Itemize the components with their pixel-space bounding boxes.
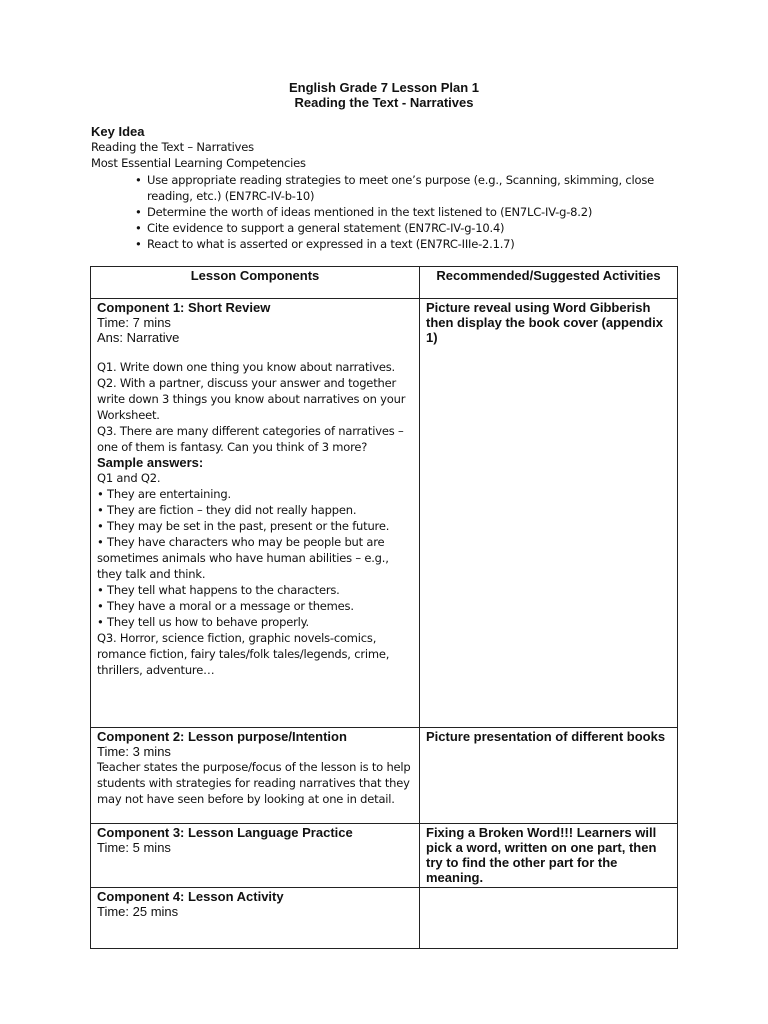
sample-answer-item: • They are entertaining.	[97, 487, 231, 501]
component-2-cell	[91, 728, 420, 824]
table-row	[91, 888, 678, 949]
sample-answers-heading: Sample answers:	[97, 455, 204, 470]
component-1-answer: Ans: Narrative	[97, 330, 180, 345]
component-3-activity: Fixing a Broken Word!!! Learners will pick a word, written on one part, then try to find the other part for the meaning.	[426, 825, 657, 885]
component-1-cell	[91, 299, 420, 728]
component-3-title: Component 3: Lesson Language Practice	[97, 825, 353, 840]
table-row	[91, 728, 678, 824]
key-idea-heading: Key Idea	[91, 124, 145, 139]
component-1-activity: Picture reveal using Word Gibberish then display the book cover (appendix 1)	[426, 300, 663, 345]
lesson-plan-table	[90, 266, 678, 949]
sample-answers-label: Q1 and Q2.	[97, 471, 161, 485]
competency-item: • React to what is asserted or expressed in a text (EN7RC-IIIe-2.1.7)	[147, 236, 687, 252]
component-2-description: Teacher states the purpose/focus of the lesson is to help students with strategies for reading narratives that they may not have seen before by looking at one in detail.	[97, 760, 411, 806]
question-1: Q1. Write down one thing you know about narratives.	[97, 360, 396, 374]
component-4-time: Time: 25 mins	[97, 904, 179, 919]
component-1-activity-cell	[420, 299, 678, 728]
component-2-activity-cell	[420, 728, 678, 824]
header-recommended-activities: Recommended/Suggested Activities	[420, 267, 678, 299]
competency-item: • Cite evidence to support a general statement (EN7RC-IV-g-10.4)	[147, 220, 687, 236]
component-3-time: Time: 5 mins	[97, 840, 171, 855]
sample-answer-item: • They may be set in the past, present or the future.	[97, 519, 390, 533]
component-1-time: Time: 7 mins	[97, 315, 171, 330]
competency-item: • Determine the worth of ideas mentioned in the text listened to (EN7LC-IV-g-8.2)	[147, 204, 687, 220]
sample-answer-item: • They have a moral or a message or themes.	[97, 599, 354, 613]
component-2-time: Time: 3 mins	[97, 744, 171, 759]
key-idea-text: Reading the Text – Narratives	[91, 140, 254, 154]
key-idea-section	[91, 139, 691, 171]
sample-answer-item: • They have characters who may be people but are sometimes animals who have human abilities – e.g., they talk and think.	[97, 535, 389, 581]
component-2-activity: Picture presentation of different books	[426, 729, 666, 744]
header-lesson-components: Lesson Components	[91, 267, 420, 299]
sample-answer-item: • They tell what happens to the characters.	[97, 583, 340, 597]
competency-item: • Use appropriate reading strategies to meet one’s purpose (e.g., Scanning, skimming, close reading, etc.) (EN7RC-IV-b-10)	[147, 172, 687, 204]
competencies-heading: Most Essential Learning Competencies	[91, 156, 306, 170]
table-row	[91, 299, 678, 728]
component-2-title: Component 2: Lesson purpose/Intention	[97, 729, 347, 744]
sample-answer-item: • They tell us how to behave properly.	[97, 615, 310, 629]
question-2: Q2. With a partner, discuss your answer and together write down 3 things you know about narratives on your Worksheet.	[97, 376, 406, 422]
table-header-row	[91, 267, 678, 299]
component-3-cell	[91, 824, 420, 888]
table-row	[91, 824, 678, 888]
competencies-list	[147, 172, 687, 252]
component-4-cell	[91, 888, 420, 949]
question-3: Q3. There are many different categories of narratives – one of them is fantasy. Can you think of 3 more?	[97, 424, 404, 454]
question-3-answer: Q3. Horror, science fiction, graphic novels-comics, romance fiction, fairy tales/folk tales/legends, crime, thrillers, adventure…	[97, 631, 390, 677]
document-subtitle: Reading the Text - Narratives	[294, 95, 474, 110]
document-title: English Grade 7 Lesson Plan 1	[288, 80, 479, 95]
component-3-activity-cell	[420, 824, 678, 888]
sample-answer-item: • They are fiction – they did not really happen.	[97, 503, 357, 517]
component-4-activity-cell	[420, 888, 678, 949]
component-1-title: Component 1: Short Review	[97, 300, 271, 315]
component-4-title: Component 4: Lesson Activity	[97, 889, 284, 904]
